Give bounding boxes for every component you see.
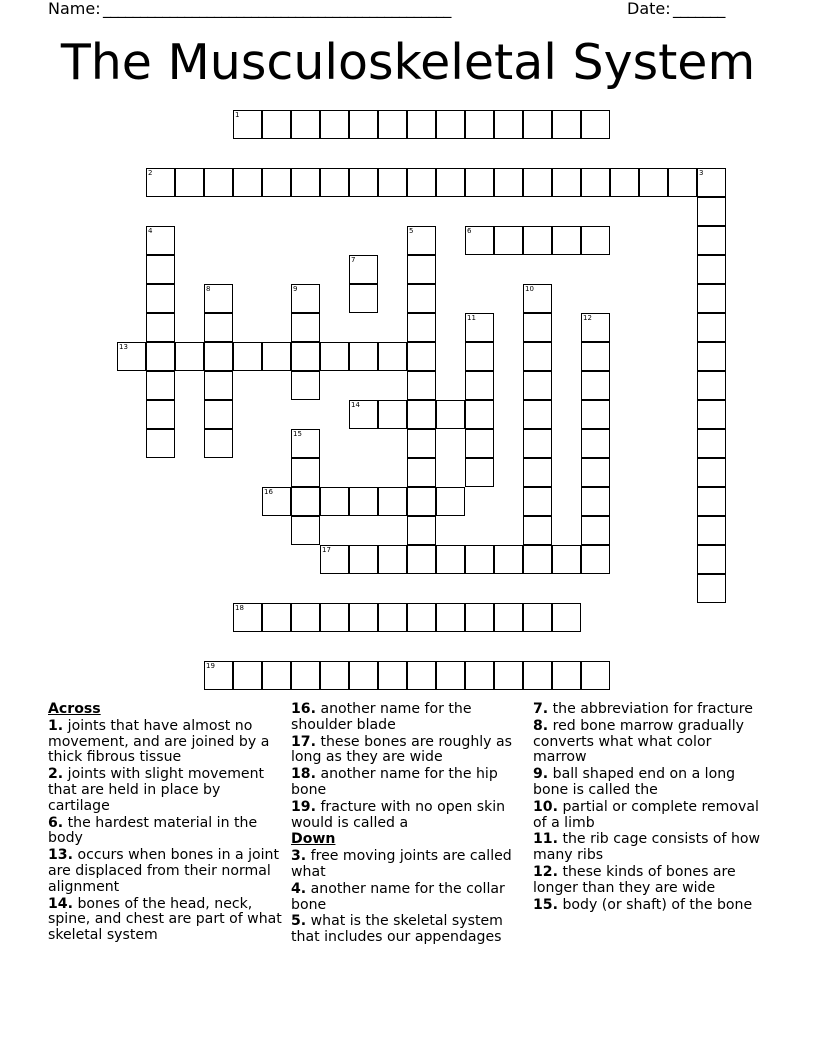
crossword-cell[interactable] bbox=[262, 342, 291, 371]
crossword-cell[interactable] bbox=[581, 110, 610, 139]
clue-text: joints with slight movement that are held in place by cartilage bbox=[48, 766, 265, 814]
crossword-cell[interactable] bbox=[233, 110, 262, 139]
clues-column-2 bbox=[291, 702, 519, 947]
crossword-cell[interactable] bbox=[697, 342, 726, 371]
crossword-cell[interactable] bbox=[378, 342, 407, 371]
crossword-cell[interactable] bbox=[146, 400, 175, 429]
crossword-cell[interactable] bbox=[175, 342, 204, 371]
cell-number: 9 bbox=[293, 285, 298, 293]
crossword-cell[interactable] bbox=[378, 400, 407, 429]
crossword-cell[interactable] bbox=[465, 168, 494, 197]
down-clue bbox=[291, 914, 519, 946]
crossword-cell[interactable] bbox=[378, 545, 407, 574]
crossword-cell[interactable] bbox=[552, 110, 581, 139]
crossword-cell[interactable] bbox=[175, 168, 204, 197]
crossword-cell[interactable] bbox=[349, 110, 378, 139]
cell-number: 12 bbox=[583, 314, 592, 322]
crossword-cell[interactable] bbox=[349, 603, 378, 632]
clue-number: 15. bbox=[533, 896, 558, 913]
crossword-cell[interactable] bbox=[523, 458, 552, 487]
clue-number: 5. bbox=[291, 913, 307, 930]
crossword-cell[interactable] bbox=[668, 168, 697, 197]
crossword-cell[interactable] bbox=[465, 400, 494, 429]
crossword-cell[interactable] bbox=[494, 545, 523, 574]
across-clue bbox=[291, 767, 519, 799]
crossword-cell[interactable] bbox=[233, 603, 262, 632]
across-clue bbox=[291, 735, 519, 767]
crossword-cell[interactable] bbox=[436, 487, 465, 516]
crossword-cell[interactable] bbox=[465, 603, 494, 632]
crossword-cell[interactable] bbox=[349, 545, 378, 574]
crossword-cell[interactable] bbox=[407, 255, 436, 284]
clue-text: the abbreviation for fracture bbox=[552, 701, 753, 717]
clue-text: ball shaped end on a long bone is called the bbox=[533, 766, 736, 798]
across-heading: Across bbox=[48, 701, 101, 717]
crossword-cell[interactable] bbox=[494, 661, 523, 690]
crossword-cell[interactable] bbox=[378, 110, 407, 139]
clues-column-1 bbox=[48, 702, 284, 945]
cell-number: 13 bbox=[119, 343, 128, 351]
crossword-cell[interactable] bbox=[697, 429, 726, 458]
clue-number: 10. bbox=[533, 798, 558, 815]
crossword-cell[interactable] bbox=[523, 168, 552, 197]
down-clue bbox=[533, 800, 769, 832]
crossword-cell[interactable] bbox=[697, 255, 726, 284]
crossword-cell[interactable] bbox=[407, 168, 436, 197]
crossword-cell[interactable] bbox=[204, 342, 233, 371]
crossword-cell[interactable] bbox=[581, 516, 610, 545]
cell-number: 1 bbox=[235, 111, 240, 119]
crossword-cell[interactable] bbox=[320, 342, 349, 371]
crossword-cell[interactable] bbox=[581, 313, 610, 342]
clue-number: 1. bbox=[48, 717, 64, 734]
down-clue bbox=[533, 702, 769, 718]
crossword-cell[interactable] bbox=[639, 168, 668, 197]
cell-number: 10 bbox=[525, 285, 534, 293]
crossword-cell[interactable] bbox=[494, 168, 523, 197]
crossword-cell[interactable] bbox=[233, 342, 262, 371]
crossword-cell[interactable] bbox=[581, 661, 610, 690]
crossword-cell[interactable] bbox=[465, 226, 494, 255]
crossword-cell[interactable] bbox=[523, 545, 552, 574]
clue-text: another name for the hip bone bbox=[291, 766, 498, 798]
crossword-cell[interactable] bbox=[581, 342, 610, 371]
crossword-cell[interactable] bbox=[146, 284, 175, 313]
across-clue bbox=[48, 719, 284, 766]
clue-text: these bones are roughly as long as they are wide bbox=[291, 733, 512, 766]
clue-text: these kinds of bones are longer than they are wide bbox=[533, 863, 736, 896]
crossword-cell[interactable] bbox=[378, 168, 407, 197]
crossword-cell[interactable] bbox=[610, 168, 639, 197]
crossword-cell[interactable] bbox=[291, 458, 320, 487]
crossword-cell[interactable] bbox=[407, 603, 436, 632]
crossword-cell[interactable] bbox=[697, 545, 726, 574]
clue-text: what is the skeletal system that includes our appendages bbox=[291, 913, 503, 946]
crossword-cell[interactable] bbox=[320, 661, 349, 690]
crossword-cell[interactable] bbox=[581, 226, 610, 255]
across-clue bbox=[48, 848, 284, 895]
crossword-cell[interactable] bbox=[436, 400, 465, 429]
across-clue bbox=[48, 767, 284, 814]
crossword-cell[interactable] bbox=[349, 284, 378, 313]
crossword-cell[interactable] bbox=[117, 342, 146, 371]
cell-number: 7 bbox=[351, 256, 356, 264]
crossword-cell[interactable] bbox=[523, 603, 552, 632]
crossword-cell[interactable] bbox=[378, 487, 407, 516]
clue-number: 9. bbox=[533, 766, 549, 783]
crossword-cell[interactable] bbox=[523, 371, 552, 400]
clue-text: fracture with no open skin would is called a bbox=[291, 798, 506, 831]
crossword-cell[interactable] bbox=[697, 371, 726, 400]
crossword-cell[interactable] bbox=[465, 545, 494, 574]
clue-text: red bone marrow gradually converts what what color marrow bbox=[533, 717, 744, 766]
clue-text: partial or complete removal of a limb bbox=[533, 798, 759, 831]
name-field[interactable]: _______________________________________________ bbox=[103, 0, 451, 18]
crossword-cell[interactable] bbox=[291, 603, 320, 632]
page-title: The Musculoskeletal System bbox=[60, 34, 756, 91]
crossword-cell[interactable] bbox=[552, 661, 581, 690]
crossword-cell[interactable] bbox=[204, 371, 233, 400]
clue-number: 7. bbox=[533, 701, 549, 717]
cell-number: 17 bbox=[322, 546, 331, 554]
cell-number: 5 bbox=[409, 227, 414, 235]
crossword-cell[interactable] bbox=[378, 603, 407, 632]
clue-number: 18. bbox=[291, 766, 316, 783]
clue-number: 2. bbox=[48, 766, 64, 783]
crossword-cell[interactable] bbox=[291, 371, 320, 400]
cell-number: 19 bbox=[206, 662, 215, 670]
crossword-cell[interactable] bbox=[146, 342, 175, 371]
crossword-cell[interactable] bbox=[581, 168, 610, 197]
crossword-cell[interactable] bbox=[291, 429, 320, 458]
crossword-cell[interactable] bbox=[262, 603, 291, 632]
crossword-cell[interactable] bbox=[523, 400, 552, 429]
crossword-cell[interactable] bbox=[146, 371, 175, 400]
down-clue bbox=[533, 719, 769, 766]
crossword-cell[interactable] bbox=[697, 516, 726, 545]
cell-number: 8 bbox=[206, 285, 211, 293]
crossword-cell[interactable] bbox=[320, 487, 349, 516]
crossword-cell[interactable] bbox=[436, 168, 465, 197]
crossword-cell[interactable] bbox=[204, 429, 233, 458]
clue-text: the rib cage consists of how many ribs bbox=[533, 831, 761, 864]
crossword-cell[interactable] bbox=[581, 545, 610, 574]
crossword-cell[interactable] bbox=[407, 313, 436, 342]
crossword-cell[interactable] bbox=[349, 168, 378, 197]
crossword-cell[interactable] bbox=[436, 661, 465, 690]
crossword-cell[interactable] bbox=[697, 226, 726, 255]
crossword-cell[interactable] bbox=[581, 429, 610, 458]
crossword-cell[interactable] bbox=[407, 516, 436, 545]
crossword-cell[interactable] bbox=[523, 226, 552, 255]
name-label: Name: bbox=[48, 0, 101, 18]
cell-number: 3 bbox=[699, 169, 704, 177]
crossword-cell[interactable] bbox=[581, 400, 610, 429]
crossword-cell[interactable] bbox=[697, 458, 726, 487]
crossword-cell[interactable] bbox=[494, 226, 523, 255]
crossword-cell[interactable] bbox=[494, 110, 523, 139]
crossword-cell[interactable] bbox=[465, 342, 494, 371]
crossword-cell[interactable] bbox=[523, 313, 552, 342]
cell-number: 11 bbox=[467, 314, 476, 322]
crossword-cell[interactable] bbox=[407, 400, 436, 429]
crossword-cell[interactable] bbox=[146, 255, 175, 284]
crossword-cell[interactable] bbox=[697, 400, 726, 429]
crossword-cell[interactable] bbox=[436, 603, 465, 632]
clue-text: another name for the shoulder blade bbox=[291, 701, 472, 733]
crossword-cell[interactable] bbox=[407, 342, 436, 371]
crossword-cell[interactable] bbox=[146, 313, 175, 342]
down-heading: Down bbox=[291, 831, 336, 848]
crossword-cell[interactable] bbox=[349, 661, 378, 690]
cell-number: 18 bbox=[235, 604, 244, 612]
down-clue bbox=[533, 767, 769, 799]
crossword-cell[interactable] bbox=[320, 545, 349, 574]
clue-number: 8. bbox=[533, 717, 549, 734]
crossword-cell[interactable] bbox=[407, 545, 436, 574]
cell-number: 14 bbox=[351, 401, 360, 409]
crossword-cell[interactable] bbox=[697, 284, 726, 313]
crossword-cell[interactable] bbox=[407, 284, 436, 313]
crossword-cell[interactable] bbox=[436, 110, 465, 139]
across-clue bbox=[48, 816, 284, 848]
crossword-cell[interactable] bbox=[581, 458, 610, 487]
crossword-cell[interactable] bbox=[291, 284, 320, 313]
crossword-cell[interactable] bbox=[407, 458, 436, 487]
crossword-cell[interactable] bbox=[523, 516, 552, 545]
crossword-cell[interactable] bbox=[349, 255, 378, 284]
crossword-cell[interactable] bbox=[146, 429, 175, 458]
crossword-cell[interactable] bbox=[378, 661, 407, 690]
crossword-cell[interactable] bbox=[204, 284, 233, 313]
crossword-cell[interactable] bbox=[146, 168, 175, 197]
crossword-cell[interactable] bbox=[204, 313, 233, 342]
crossword-cell[interactable] bbox=[262, 661, 291, 690]
cell-number: 2 bbox=[148, 169, 153, 177]
clue-number: 4. bbox=[291, 880, 307, 897]
crossword-cell[interactable] bbox=[465, 458, 494, 487]
crossword-cell[interactable] bbox=[349, 400, 378, 429]
clue-number: 14. bbox=[48, 895, 73, 912]
clue-number: 11. bbox=[533, 831, 558, 848]
cell-number: 15 bbox=[293, 430, 302, 438]
crossword-cell[interactable] bbox=[349, 487, 378, 516]
crossword-cell[interactable] bbox=[146, 226, 175, 255]
down-clue bbox=[533, 865, 769, 897]
down-clue bbox=[291, 849, 519, 881]
crossword-cell[interactable] bbox=[291, 110, 320, 139]
crossword-cell[interactable] bbox=[523, 429, 552, 458]
crossword-cell[interactable] bbox=[407, 429, 436, 458]
crossword-cell[interactable] bbox=[697, 574, 726, 603]
crossword-cell[interactable] bbox=[407, 110, 436, 139]
clue-number: 6. bbox=[48, 814, 64, 831]
crossword-cell[interactable] bbox=[523, 342, 552, 371]
clue-text: another name for the collar bone bbox=[291, 880, 505, 913]
clue-number: 17. bbox=[291, 733, 316, 750]
crossword-cell[interactable] bbox=[697, 487, 726, 516]
crossword-cell[interactable] bbox=[697, 313, 726, 342]
crossword-cell[interactable] bbox=[697, 168, 726, 197]
crossword-cell[interactable] bbox=[291, 516, 320, 545]
crossword-cell[interactable] bbox=[291, 342, 320, 371]
crossword-cell[interactable] bbox=[204, 168, 233, 197]
clue-number: 16. bbox=[291, 701, 316, 717]
crossword-cell[interactable] bbox=[320, 168, 349, 197]
clues-column-3 bbox=[533, 702, 769, 914]
clue-number: 13. bbox=[48, 847, 73, 864]
crossword-cell[interactable] bbox=[465, 371, 494, 400]
crossword-cell[interactable] bbox=[233, 661, 262, 690]
crossword-cell[interactable] bbox=[465, 313, 494, 342]
down-clue bbox=[533, 832, 769, 864]
crossword-cell[interactable] bbox=[552, 168, 581, 197]
clue-text: free moving joints are called what bbox=[291, 848, 512, 880]
crossword-cell[interactable] bbox=[581, 371, 610, 400]
clue-text: the hardest material in the body bbox=[48, 814, 258, 847]
crossword-cell[interactable] bbox=[291, 487, 320, 516]
clue-text: body (or shaft) of the bone bbox=[562, 896, 753, 913]
crossword-cell[interactable] bbox=[262, 168, 291, 197]
crossword-cell[interactable] bbox=[291, 168, 320, 197]
clue-number: 3. bbox=[291, 848, 307, 865]
crossword-cell[interactable] bbox=[204, 400, 233, 429]
crossword-cell[interactable] bbox=[204, 661, 233, 690]
header bbox=[48, 0, 748, 20]
crossword-cell[interactable] bbox=[552, 603, 581, 632]
across-clue bbox=[291, 800, 519, 832]
date-label: Date: bbox=[627, 0, 671, 18]
crossword-cell[interactable] bbox=[407, 661, 436, 690]
crossword-cell[interactable] bbox=[262, 487, 291, 516]
across-clue bbox=[291, 702, 519, 734]
clue-text: occurs when bones in a joint are displaced from their normal alignment bbox=[48, 847, 280, 895]
crossword-cell[interactable] bbox=[262, 110, 291, 139]
crossword-cell[interactable] bbox=[320, 603, 349, 632]
clue-number: 19. bbox=[291, 798, 316, 815]
down-clue bbox=[533, 898, 769, 914]
cell-number: 6 bbox=[467, 227, 472, 235]
crossword-cell[interactable] bbox=[552, 545, 581, 574]
date-field[interactable]: _______ bbox=[673, 0, 725, 18]
crossword-cell[interactable] bbox=[523, 487, 552, 516]
crossword-cell[interactable] bbox=[233, 168, 262, 197]
crossword-cell[interactable] bbox=[581, 487, 610, 516]
crossword-cell[interactable] bbox=[407, 226, 436, 255]
crossword-cell[interactable] bbox=[523, 110, 552, 139]
clue-text: bones of the head, neck, spine, and chest are part of what skeletal system bbox=[48, 895, 282, 944]
crossword-cell[interactable] bbox=[697, 197, 726, 226]
crossword-cell[interactable] bbox=[349, 342, 378, 371]
crossword-cell[interactable] bbox=[291, 313, 320, 342]
cell-number: 4 bbox=[148, 227, 153, 235]
crossword-cell[interactable] bbox=[291, 661, 320, 690]
crossword-cell[interactable] bbox=[552, 226, 581, 255]
crossword-cell[interactable] bbox=[465, 429, 494, 458]
clue-number: 12. bbox=[533, 863, 558, 880]
crossword-cell[interactable] bbox=[320, 110, 349, 139]
crossword-cell[interactable] bbox=[407, 487, 436, 516]
crossword-cell[interactable] bbox=[436, 545, 465, 574]
crossword-cell[interactable] bbox=[465, 661, 494, 690]
crossword-cell[interactable] bbox=[523, 661, 552, 690]
crossword-cell[interactable] bbox=[494, 603, 523, 632]
cell-number: 16 bbox=[264, 488, 273, 496]
clue-text: joints that have almost no movement, and are joined by a thick fibrous tissue bbox=[48, 717, 270, 766]
across-clue bbox=[48, 897, 284, 944]
crossword-cell[interactable] bbox=[523, 284, 552, 313]
down-clue bbox=[291, 882, 519, 914]
crossword-cell[interactable] bbox=[407, 371, 436, 400]
crossword-cell[interactable] bbox=[465, 110, 494, 139]
